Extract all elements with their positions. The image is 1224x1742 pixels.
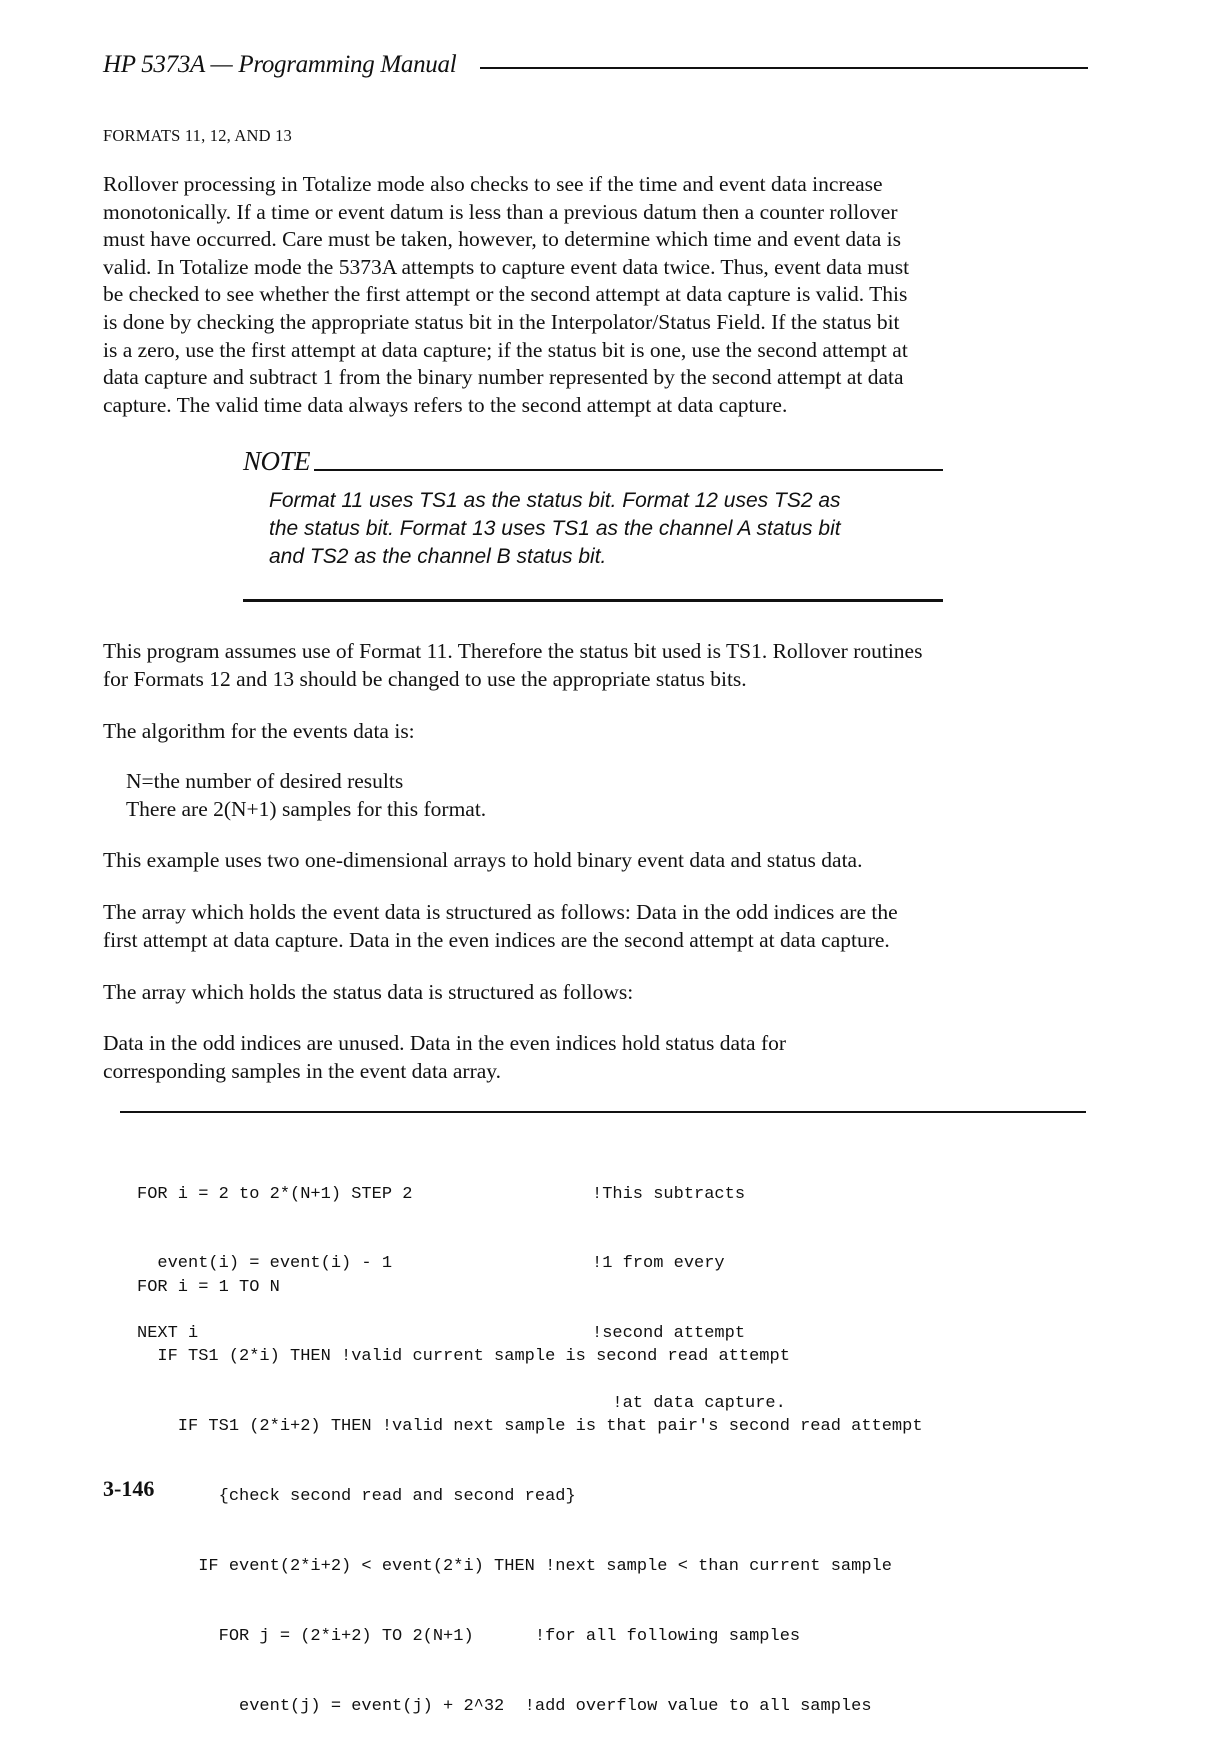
- note-label: NOTE: [243, 446, 311, 476]
- note-header: [243, 446, 943, 477]
- text-line: data capture and subtract 1 from the binary number represented by the second attempt at data: [103, 365, 904, 390]
- code-comment: !second attempt: [592, 1324, 746, 1344]
- code-line: IF event(2*i+2) < event(2*i) THEN !next sample < than current sample: [137, 1557, 892, 1577]
- note-line: and TS2 as the channel B status bit.: [269, 545, 607, 568]
- text-line: capture. The valid time data always refers to the second attempt at data capture.: [103, 392, 788, 417]
- text-line: corresponding samples in the event data array.: [103, 1058, 502, 1083]
- note-top-rule: [314, 469, 943, 471]
- code-line: event(j) = event(j) + 2^32 !add overflow value to all samples: [137, 1696, 872, 1716]
- text-line: The array which holds the event data is structured as follows: Data in the odd indices are the: [103, 900, 898, 924]
- program-assumes-paragraph: [103, 638, 1103, 693]
- code-line: FOR j = (2*i+2) TO 2(N+1) !for all following samples: [137, 1627, 801, 1647]
- note-line: the status bit. Format 13 uses TS1 as the channel A status bit: [269, 517, 841, 540]
- running-header: [103, 48, 1088, 82]
- algorithm-item: N=the number of desired results: [126, 769, 404, 793]
- example-paragraph: This example uses two one-dimensional arrays to hold binary event data and status data.: [103, 848, 863, 872]
- text-line: valid. In Totalize mode the 5373A attempts to capture event data twice. Thus, event data must: [103, 254, 910, 279]
- text-line: is a zero, use the first attempt at data capture; if the status bit is one, use the second attempt at: [103, 337, 908, 362]
- algorithm-list: [126, 768, 486, 823]
- text-line: be checked to see whether the first attempt or the second attempt at data capture is valid. This: [103, 282, 908, 307]
- text-line: is done by checking the appropriate status bit in the Interpolator/Status Field. If the status bit: [103, 309, 900, 334]
- text-line: for Formats 12 and 13 should be changed to use the appropriate status bits.: [103, 666, 747, 691]
- header-rule: [480, 67, 1088, 69]
- algorithm-item: There are 2(N+1) samples for this format.: [126, 796, 487, 821]
- note-bottom-rule: [243, 599, 943, 602]
- text-line: monotonically. If a time or event datum is less than a previous datum then a counter rollover: [103, 199, 898, 224]
- code-line: IF TS1 (2*i) THEN !valid current sample is second read attempt: [137, 1347, 790, 1367]
- code-comment: !1 from every: [592, 1254, 725, 1274]
- text-line: first attempt at data capture. Data in the even indices are the second attempt at data capture.: [103, 927, 890, 952]
- page-number: 3-146: [103, 1476, 155, 1501]
- code-block-2: [137, 1229, 923, 1742]
- algorithm-intro: The algorithm for the events data is:: [103, 719, 415, 743]
- text-line: This program assumes use of Format 11. Therefore the status bit used is TS1. Rollover routines: [103, 639, 923, 663]
- rollover-paragraph: [103, 171, 1103, 419]
- section-title: FORMATS 11, 12, AND 13: [103, 126, 292, 145]
- code-line: FOR i = 2 to 2*(N+1) STEP 2: [137, 1184, 413, 1204]
- code-separator-rule: [120, 1111, 1086, 1113]
- text-line: Rollover processing in Totalize mode also checks to see if the time and event data increase: [103, 172, 883, 196]
- status-array-paragraph: [103, 1030, 1103, 1085]
- code-comment: !This subtracts: [592, 1184, 746, 1204]
- status-array-intro: The array which holds the status data is structured as follows:: [103, 980, 634, 1004]
- code-line: {check second read and second read}: [137, 1487, 576, 1507]
- note-line: Format 11 uses TS1 as the status bit. Format 12 uses TS2 as: [269, 489, 841, 512]
- text-line: Data in the odd indices are unused. Data in the even indices hold status data for: [103, 1031, 787, 1055]
- code-line: FOR i = 1 TO N: [137, 1277, 280, 1297]
- code-line: NEXT i: [137, 1324, 199, 1344]
- note-box: [243, 446, 943, 602]
- event-array-paragraph: [103, 899, 1103, 954]
- manual-title: HP 5373A — Programming Manual: [103, 51, 457, 78]
- note-text: [269, 487, 949, 571]
- code-line: IF TS1 (2*i+2) THEN !valid next sample is that pair's second read attempt: [137, 1417, 923, 1437]
- code-line: event(i) = event(i) - 1: [137, 1254, 393, 1274]
- code-comment: !at data capture.: [592, 1394, 786, 1414]
- text-line: must have occurred. Care must be taken, however, to determine which time and event data is: [103, 227, 901, 252]
